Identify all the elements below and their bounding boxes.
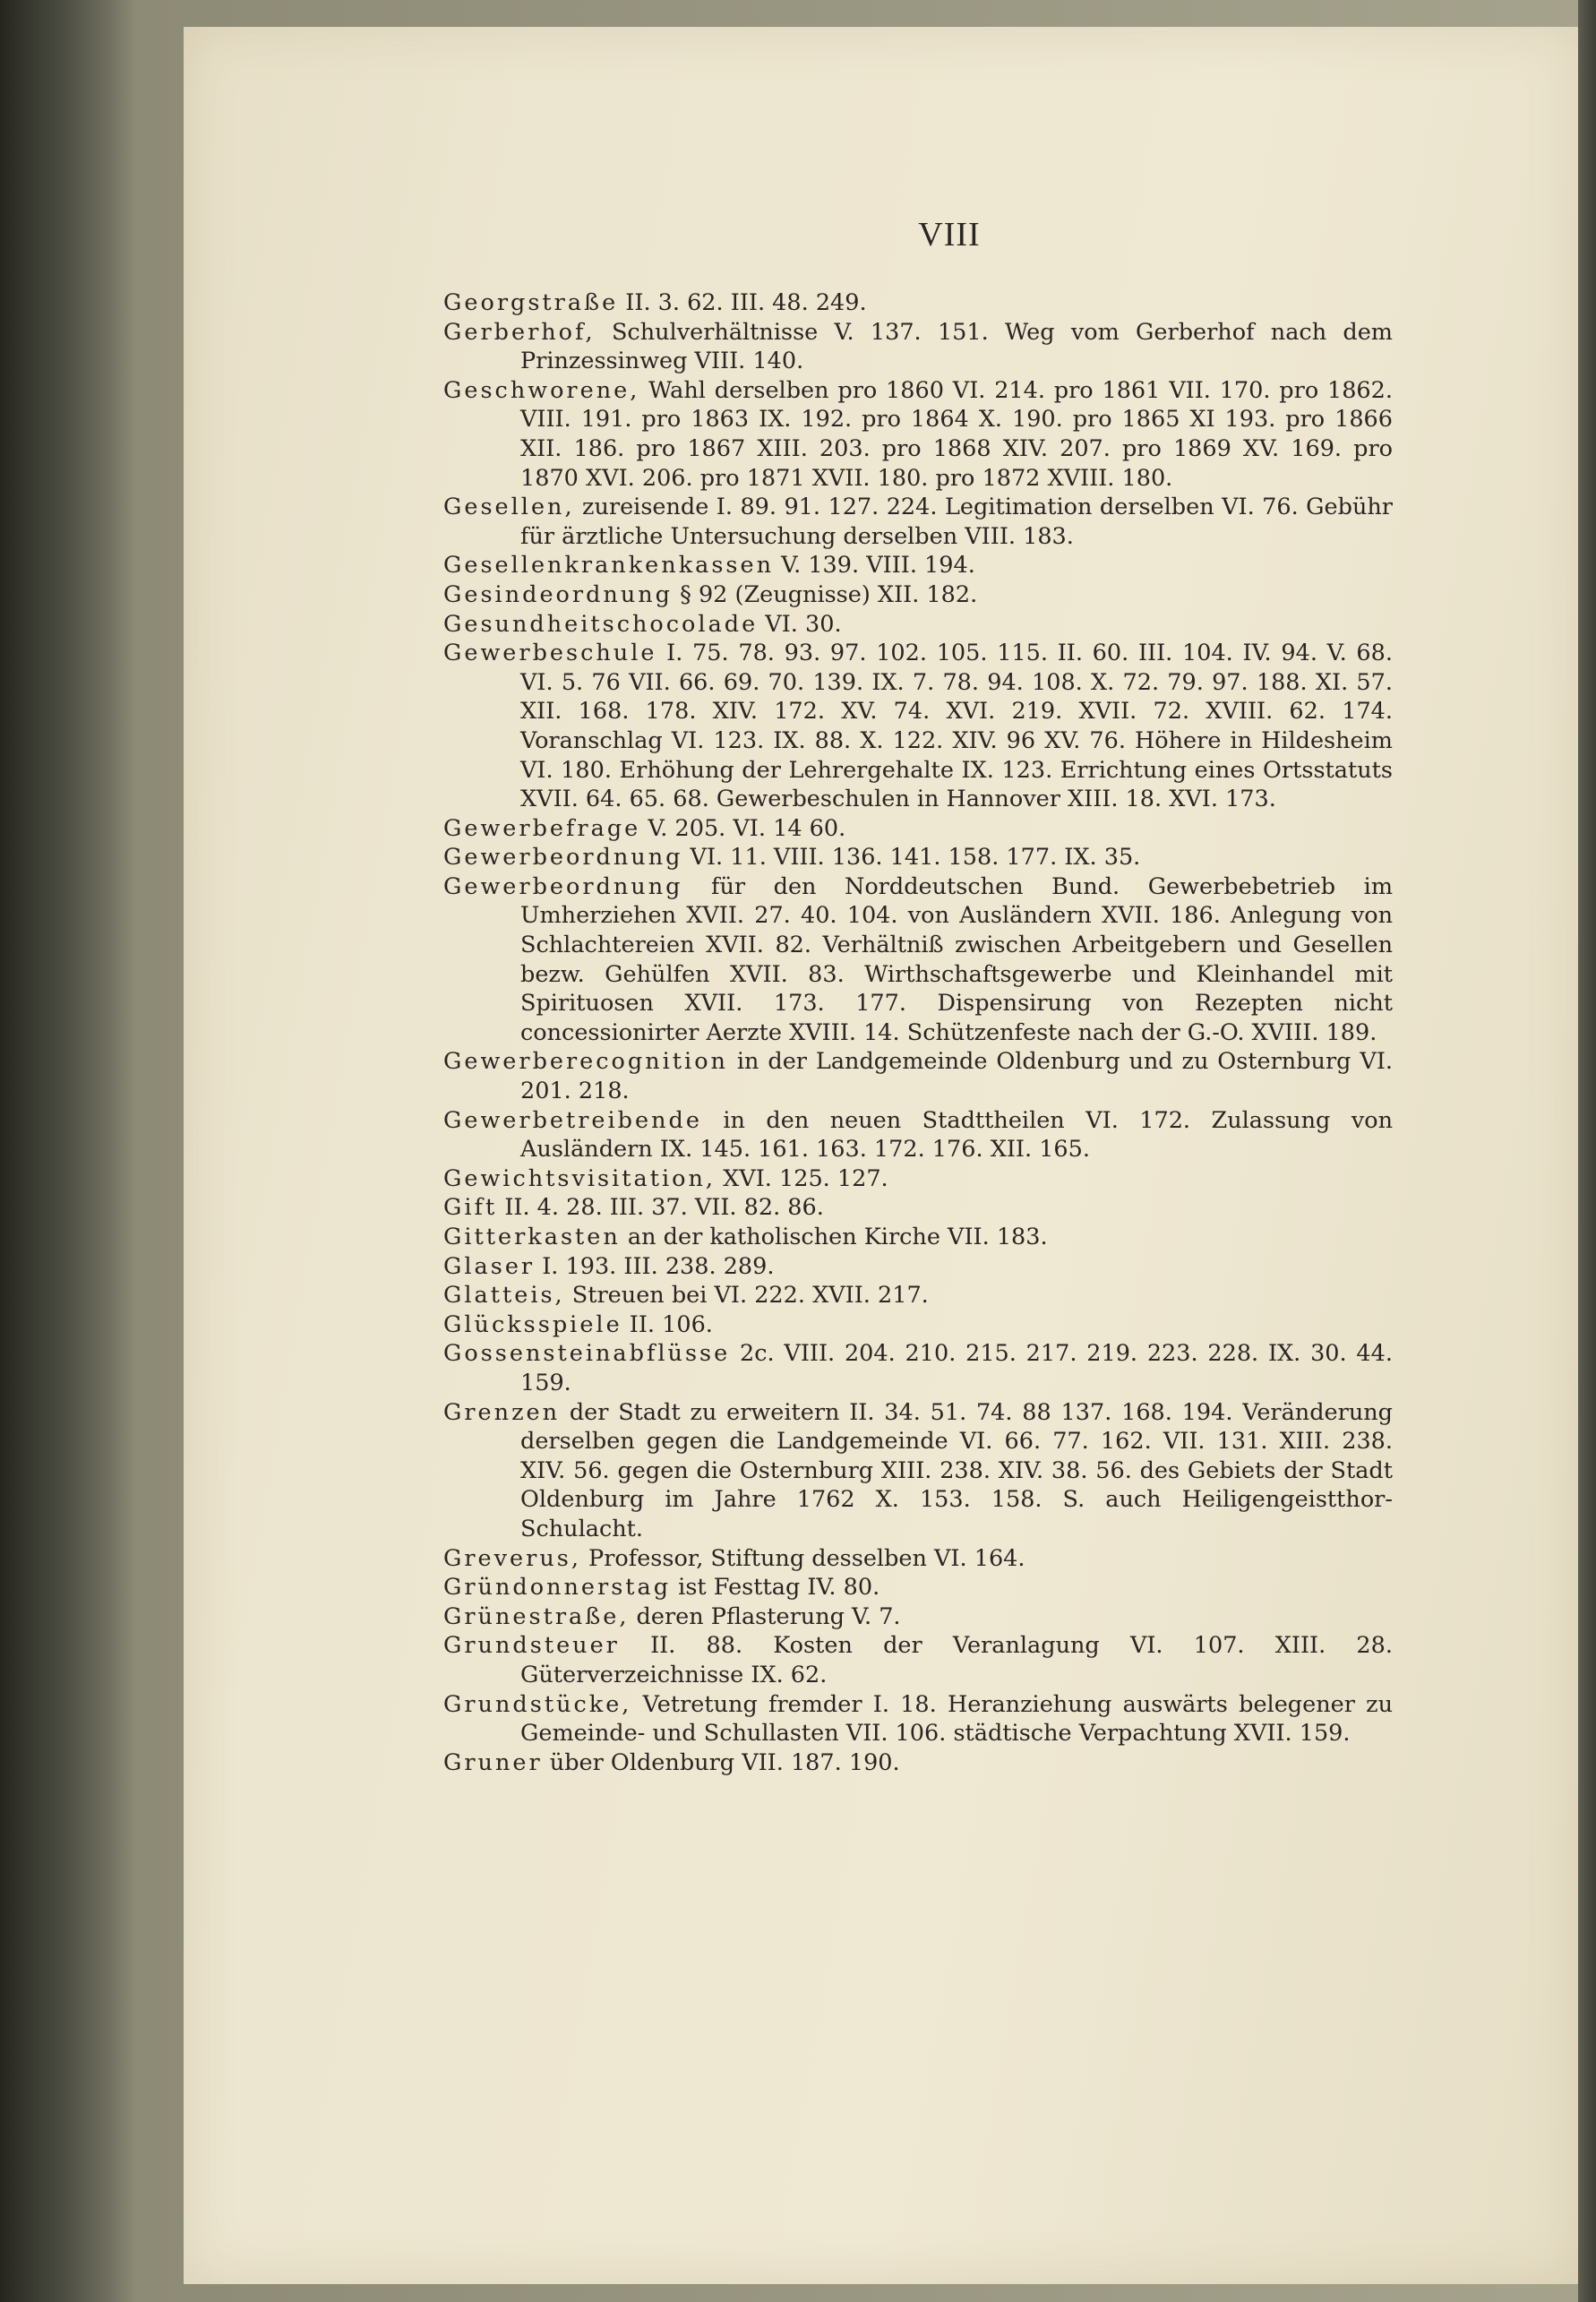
index-entry [443,814,1393,844]
index-entry [443,1339,1393,1397]
index-entry [443,639,1393,814]
index-entry [443,872,1393,1048]
page-right-edge [1578,0,1596,2302]
entry-heading: Glaser [443,1252,536,1280]
entry-heading: Gesellen, [443,494,575,521]
entry-text: der Stadt zu erweitern II. 34. 51. 74. 88 137. 168. 194. Veränderung derselben gegen die Landgemeinde VI. 66. 77. 162. VII. 131. XIII. 238. XIV. 56. gegen die Osternburg XIII. 238. XIV. 38. 56. des Gebiets der Stadt Oldenburg im Jahre 1762 X. 153. 158. S. auch Heiligengeistthor-Schulacht. [520,1398,1393,1542]
entry-text: in den neuen Stadttheilen VI. 172. Zulassung von Ausländern IX. 145. 161. 163. 172. 176. XII. 165. [520,1106,1393,1164]
entry-text: I. 193. III. 238. 289. [535,1252,775,1280]
index-entry [443,318,1393,376]
entry-text: 2c. VIII. 204. 210. 215. 217. 219. 223. 228. IX. 30. 44. 159. [520,1340,1393,1396]
entry-heading: Geschworene, [443,376,640,404]
index-entry [443,1223,1393,1252]
entry-heading: Gewerbeschule [443,640,657,667]
entry-heading: Gitterkasten [443,1224,621,1250]
entry-text: II. 3. 62. III. 48. 249. [618,289,867,316]
index-entry [443,288,1393,318]
entry-text: II. 4. 28. III. 37. VII. 82. 86. [497,1194,824,1222]
entry-text: für den Norddeutschen Bund. Gewerbebetrieb im Umherziehen XVII. 27. 40. 104. von Ausländern XVII. 186. Anlegung von Schlachtereien XVII. 82. Verhältniß zwischen Arbeitgebern und Gesellen bezw. Gehülfen XVII. 83. Wirthschaftsgewerbe und Kleinhandel mit Spirituosen XVII. 173. 177. Dispensirung von Rezepten nicht concessionirter Aerzte XVIII. 14. Schützenfeste nach der G.-O. XVIII. 189. [520,872,1393,1046]
entry-heading: Grundsteuer [443,1632,620,1660]
entry-heading: Gossensteinabflüsse [443,1340,731,1368]
entry-heading: Grundstücke, [443,1690,632,1718]
entry-text: ist Festtag IV. 80. [671,1574,880,1602]
index-entry [443,1631,1393,1689]
entry-heading: Greverus, [443,1544,581,1572]
entry-heading: Grenzen [443,1398,561,1426]
index-entry [443,580,1393,610]
entry-text: VI. 30. [758,610,842,638]
entry-text: an der katholischen Kirche VII. 183. [620,1224,1048,1250]
entry-heading: Gesundheitschocolade [443,610,759,638]
entry-heading: Gewerbeordnung [443,872,683,900]
entry-text: in der Landgemeinde Oldenburg und zu Osternburg VI. 201. 218. [520,1048,1393,1105]
entry-text: Professor, Stiftung desselben VI. 164. [580,1544,1025,1572]
index-entry [443,1281,1393,1310]
entry-heading: Gewerbetreibende [443,1106,702,1134]
entry-text: zureisende I. 89. 91. 127. 224. Legitimation derselben VI. 76. Gebühr für ärztliche Untersuchung derselben VIII. 183. [520,494,1393,550]
entry-text: Streuen bei VI. 222. XVII. 217. [564,1282,929,1310]
entry-text: über Oldenburg VII. 187. 190. [542,1748,900,1776]
index-entries [443,288,1393,1777]
entry-heading: Glatteis, [443,1282,565,1310]
index-entry [443,1193,1393,1223]
entry-text: VI. 11. VIII. 136. 141. 158. 177. IX. 35. [682,844,1141,872]
entry-text: V. 205. VI. 14 60. [640,814,846,842]
entry-text: II. 106. [622,1310,713,1338]
index-entry [443,1252,1393,1282]
entry-heading: Gewichtsvisitation, [443,1164,716,1192]
page-number: VIII [918,216,981,253]
entry-heading: Gesellenkrankenkassen [443,552,775,580]
entry-heading: Gründonnerstag [443,1574,672,1602]
index-entry [443,1602,1393,1632]
index-entry [443,551,1393,580]
index-entry [443,1398,1393,1544]
index-entry [443,610,1393,640]
entry-heading: Grünestraße, [443,1602,630,1630]
entry-heading: Gruner [443,1748,543,1776]
index-entry [443,1690,1393,1748]
entry-heading: Glücksspiele [443,1310,622,1338]
entry-heading: Gift [443,1194,498,1222]
entry-text: § 92 (Zeugnisse) XII. 182. [673,580,978,608]
index-entry [443,493,1393,551]
entry-text: Vetretung fremder I. 18. Heranziehung auswärts belegener zu Gemeinde- und Schullasten VII. 106. städtische Verpachtung XVII. 159. [520,1690,1393,1748]
entry-text: V. 139. VIII. 194. [774,552,975,580]
entry-text: I. 75. 78. 93. 97. 102. 105. 115. II. 60. III. 104. IV. 94. V. 68. VI. 5. 76 VII. 66. 69. 70. 139. IX. 7. 78. 94. 108. X. 72. 79. 97. 188. XI. 57. XII. 168. 178. XIV. 172. XV. 74. XVI. 219. XVII. 72. XVIII. 62. 174. Voranschlag VI. 123. IX. 88. X. 122. XIV. 96 XV. 76. Höhere in Hildesheim VI. 180. Erhöhung der Lehrergehalte IX. 123. Errichtung eines Ortsstatuts XVII. 64. 65. 68. Gewerbeschulen in Hannover XIII. 18. XVI. 173. [520,640,1393,813]
index-entry [443,1106,1393,1164]
entry-text: II. 88. Kosten der Veranlagung VI. 107. XIII. 28. Güterverzeichnisse IX. 62. [520,1632,1393,1688]
entry-heading: Gewerberecognition [443,1048,728,1076]
index-entry [443,1573,1393,1602]
index-entry [443,1164,1393,1194]
entry-text: Wahl derselben pro 1860 VI. 214. pro 1861 VII. 170. pro 1862. VIII. 191. pro 1863 IX. 192. pro 1864 X. 190. pro 1865 XI 193. pro 1866 XII. 186. pro 1867 XIII. 203. pro 1868 XIV. 207. pro 1869 XV. 169. pro 1870 XVI. 206. pro 1871 XVII. 180. pro 1872 XVIII. 180. [520,376,1393,492]
entry-text: deren Pflasterung V. 7. [629,1602,901,1630]
index-entry [443,1310,1393,1340]
index-entry [443,1748,1393,1778]
book-binding [0,0,134,2302]
index-entry [443,1544,1393,1574]
entry-text: XVI. 125. 127. [716,1164,888,1192]
entry-heading: Gewerbeordnung [443,844,683,872]
index-entry [443,1047,1393,1105]
index-entry [443,843,1393,872]
entry-heading: Gerberhof, [443,318,596,346]
index-entry [443,376,1393,493]
entry-heading: Gesindeordnung [443,580,673,608]
entry-heading: Gewerbefrage [443,814,641,842]
entry-heading: Georgstraße [443,289,619,316]
entry-text: Schulverhältnisse V. 137. 151. Weg vom Gerberhof nach dem Prinzessinweg VIII. 140. [520,318,1393,375]
